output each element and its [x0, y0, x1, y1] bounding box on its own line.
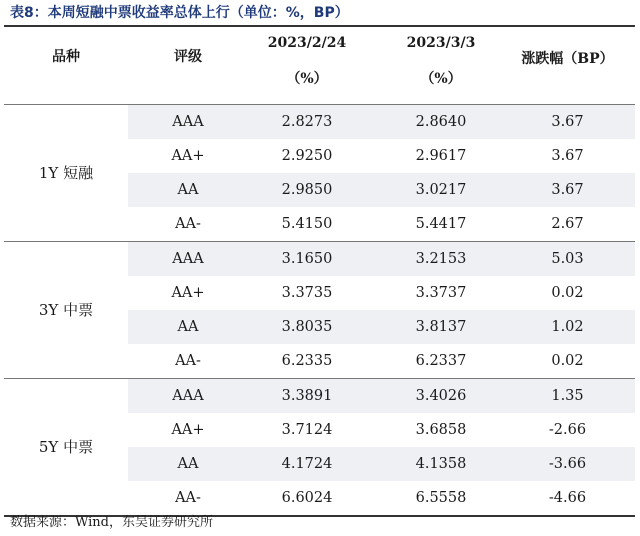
table-caption: 表8：本周短融中票收益率总体上行（单位：%，BP） — [10, 5, 349, 21]
top-rule — [4, 25, 635, 27]
cell-value-0224: 2.9250 — [281, 148, 333, 164]
cell-change: 3.67 — [551, 182, 584, 198]
cell-rating: AA- — [175, 216, 201, 232]
cell-value-0303: 3.6858 — [415, 422, 467, 438]
cell-value-0224: 3.3891 — [281, 388, 333, 404]
cell-rating: AAA — [172, 251, 204, 267]
cell-rating: AA+ — [171, 422, 205, 438]
cell-rating: AA- — [175, 353, 201, 369]
cell-value-0224: 3.1650 — [281, 251, 333, 267]
cell-value-0303: 3.2153 — [415, 251, 467, 267]
cell-value-0224: 5.4150 — [281, 216, 333, 232]
cell-change: 2.67 — [551, 216, 584, 232]
cell-value-0224: 6.2335 — [281, 353, 333, 369]
group-label: 3Y 中票 — [38, 301, 94, 319]
group-label: 1Y 短融 — [38, 164, 94, 182]
cell-value-0303: 6.2337 — [415, 353, 467, 369]
cell-value-0303: 6.5558 — [415, 490, 467, 506]
cell-value-0224: 4.1724 — [281, 456, 333, 472]
cell-rating: AA- — [175, 490, 201, 506]
cell-value-0303: 5.4417 — [415, 216, 467, 232]
header-rating: 评级 — [174, 49, 202, 65]
header-change: 涨跌幅（BP） — [521, 51, 614, 67]
cell-value-0303: 3.0217 — [415, 182, 467, 198]
cell-value-0303: 2.9617 — [415, 148, 467, 164]
header-date1-unit: （%） — [286, 71, 328, 87]
cell-change: 1.35 — [551, 388, 584, 404]
cell-change: 3.67 — [551, 114, 584, 130]
source-note: 数据来源：Wind，东吴证券研究所 — [10, 515, 213, 530]
cell-change: 5.03 — [551, 251, 584, 267]
cell-value-0224: 3.8035 — [281, 319, 333, 335]
cell-rating: AA — [177, 456, 199, 472]
cell-value-0224: 3.7124 — [281, 422, 333, 438]
cell-change: -3.66 — [548, 456, 587, 472]
cell-rating: AAA — [172, 388, 204, 404]
cell-rating: AA+ — [171, 148, 205, 164]
cell-value-0224: 2.8273 — [281, 114, 333, 130]
cell-value-0303: 3.4026 — [415, 388, 467, 404]
header-variety: 品种 — [52, 49, 80, 65]
cell-value-0224: 2.9850 — [281, 182, 333, 198]
header-date2-unit: （%） — [420, 71, 462, 87]
cell-change: 1.02 — [551, 319, 584, 335]
header-date2: 2023/3/3 — [406, 35, 476, 51]
cell-value-0303: 4.1358 — [415, 456, 467, 472]
cell-change: 3.67 — [551, 148, 584, 164]
cell-rating: AA — [177, 182, 199, 198]
cell-change: 0.02 — [551, 353, 584, 369]
cell-value-0224: 3.3735 — [281, 285, 333, 301]
cell-rating: AA+ — [171, 285, 205, 301]
group-label: 5Y 中票 — [38, 438, 94, 456]
cell-value-0224: 6.6024 — [281, 490, 333, 506]
cell-value-0303: 3.8137 — [415, 319, 467, 335]
cell-change: -4.66 — [548, 490, 587, 506]
cell-change: -2.66 — [548, 422, 587, 438]
cell-change: 0.02 — [551, 285, 584, 301]
cell-value-0303: 3.3737 — [415, 285, 467, 301]
cell-value-0303: 2.8640 — [415, 114, 467, 130]
cell-rating: AAA — [172, 114, 204, 130]
header-date1: 2023/2/24 — [267, 35, 347, 51]
cell-rating: AA — [177, 319, 199, 335]
